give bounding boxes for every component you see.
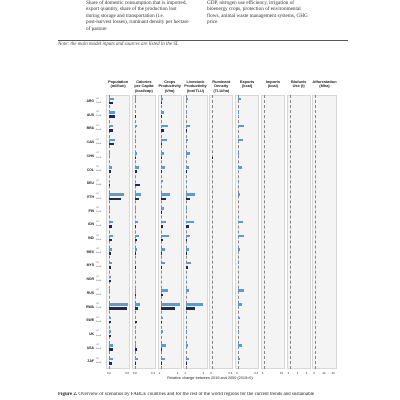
bar-current-trends: [161, 180, 163, 183]
bar-sustainable: [161, 211, 162, 214]
bar-sustainable: [135, 184, 140, 187]
column-header-line: Productivity: [184, 83, 207, 89]
bar-current-trends: [135, 221, 138, 224]
table-cell-right: [207, 0, 317, 26]
bar-current-trends: [238, 330, 239, 333]
column-header: [235, 80, 259, 89]
bar-current-trends: [238, 248, 240, 251]
bar-current-trends: [238, 358, 240, 361]
bar-current-trends: [238, 193, 240, 196]
scenario-sublabel: GT: [96, 344, 100, 347]
bar-current-trends: [161, 235, 169, 238]
country-label: IDN: [88, 222, 94, 227]
zero-line: [315, 95, 316, 369]
column-header-line: Ruminant: [212, 79, 231, 84]
bar-sustainable: [109, 348, 113, 351]
scenario-sublabel: GT: [96, 275, 100, 278]
bar-current-trends: [186, 207, 187, 210]
bar-current-trends: [238, 221, 243, 224]
scenario-sublabel: SusE: [96, 293, 102, 296]
column-header: [106, 80, 130, 89]
country-label: ZAF: [87, 359, 94, 364]
tick-label: 2: [202, 370, 205, 375]
bar-current-trends: [161, 317, 163, 320]
tick-label: 0: [236, 370, 238, 375]
bar-sustainable: [161, 321, 162, 324]
caption-text: Overview of scenarios by FABLE countries and for the rest of the world regions for the current trends and sustainable: [78, 392, 315, 397]
bar-sustainable: [135, 266, 136, 269]
zero-line: [238, 95, 239, 369]
table-line: flows, animal waste management systems, GHG: [207, 12, 308, 19]
country-label: DEU: [86, 181, 94, 186]
scenario-sublabel: GT: [96, 330, 100, 333]
table-bottom-rule: [58, 40, 348, 41]
bar-sustainable: [109, 335, 111, 338]
bar-current-trends: [161, 221, 166, 224]
scenario-sublabel: SusE: [96, 170, 102, 173]
country-label: CAN: [86, 140, 94, 145]
column-header-line: Productivity: [158, 83, 181, 89]
bar-current-trends: [161, 207, 164, 210]
bar-sustainable: [109, 184, 110, 187]
column-header-line: Biofuels: [291, 79, 307, 84]
bar-sustainable: [161, 115, 162, 118]
column-header-line: (kcal): [242, 83, 253, 89]
column-header-line: (million): [110, 83, 126, 89]
bar-current-trends: [161, 262, 165, 265]
bar-current-trends: [186, 221, 193, 224]
tick-label: 0: [210, 370, 212, 375]
bar-current-trends: [135, 98, 136, 101]
column-header-line: (t/ha): [164, 87, 175, 93]
bar-sustainable: [135, 239, 137, 242]
bar-current-trends: [161, 344, 166, 347]
column-header: [158, 80, 182, 93]
bar-sustainable: [135, 252, 136, 255]
bar-sustainable: [109, 115, 115, 118]
bar-sustainable: [161, 307, 176, 310]
bar-current-trends: [109, 235, 113, 238]
bar-current-trends: [135, 193, 141, 196]
bar-sustainable: [161, 157, 162, 160]
tick-label: 1: [184, 370, 186, 375]
bar-current-trends: [238, 152, 239, 155]
bar-sustainable: [161, 294, 163, 297]
bar-current-trends: [135, 317, 136, 320]
tick-label: 0: [313, 370, 315, 375]
caption-label: Figure 2.: [58, 392, 78, 397]
tick-label: 10: [280, 370, 284, 375]
bar-current-trends: [186, 111, 187, 114]
bar-sustainable: [135, 115, 137, 118]
scenario-sublabel: SusE: [96, 238, 102, 241]
bar-current-trends: [238, 262, 239, 265]
scenario-sublabel: SusE: [96, 156, 102, 159]
column-header-line: Density: [214, 83, 229, 89]
bar-sustainable: [135, 157, 136, 160]
column-header: [209, 80, 233, 93]
scenario-sublabel: GT: [96, 97, 100, 100]
bar-sustainable: [161, 348, 162, 351]
country-label: RWA: [86, 304, 94, 309]
column-header-line: Crops: [164, 79, 176, 84]
scenario-sublabel: GT: [96, 138, 100, 141]
scenario-sublabel: GT: [96, 357, 100, 360]
table-line: bioenergy crops, protection of environmental: [207, 6, 301, 13]
bar-current-trends: [161, 111, 164, 114]
bar-current-trends: [109, 221, 113, 224]
column-header-line: Use (t): [292, 83, 305, 89]
bar-current-trends: [161, 303, 181, 306]
bar-current-trends: [186, 262, 191, 265]
bar-sustainable: [186, 170, 187, 173]
bar-sustainable: [135, 362, 136, 365]
bar-sustainable: [109, 266, 111, 269]
tick-label: 0.0: [107, 370, 111, 375]
bar-current-trends: [109, 125, 113, 128]
scenario-sublabel: SusE: [96, 129, 102, 132]
bar-sustainable: [186, 129, 187, 132]
bar-sustainable: [109, 225, 112, 228]
bar-current-trends: [186, 358, 189, 361]
bar-current-trends: [109, 180, 110, 183]
bar-sustainable: [109, 143, 114, 146]
bar-current-trends: [161, 98, 163, 101]
tick-label: 4: [296, 370, 299, 375]
zero-line: [290, 95, 291, 369]
bar-current-trends: [135, 207, 136, 210]
bar-current-trends: [161, 139, 167, 142]
figure-caption: [58, 392, 348, 397]
bar-current-trends: [186, 289, 189, 292]
column-header-line: Afforestation: [312, 79, 337, 84]
bar-current-trends: [109, 207, 110, 210]
bar-current-trends: [238, 303, 242, 306]
scenario-sublabel: SusE: [96, 101, 102, 104]
zero-line: [135, 95, 136, 369]
bar-sustainable: [161, 239, 163, 242]
country-label: NOR: [86, 277, 94, 282]
bar-current-trends: [238, 111, 239, 114]
bar-current-trends: [109, 358, 113, 361]
bar-current-trends: [109, 262, 112, 265]
scenario-sublabel: GT: [96, 111, 100, 114]
bar-sustainable: [161, 266, 162, 269]
bar-sustainable: [161, 225, 163, 228]
bar-current-trends: [135, 289, 136, 292]
bar-current-trends: [186, 317, 187, 320]
bar-current-trends: [135, 139, 136, 142]
bar-current-trends: [135, 248, 137, 251]
scenario-sublabel: GT: [96, 193, 100, 196]
bar-current-trends: [238, 235, 244, 238]
zero-line: [109, 95, 110, 369]
bar-current-trends: [161, 248, 165, 251]
column-header-line: Imports: [265, 79, 281, 84]
table-cell-left: [86, 0, 192, 32]
country-label: ETH: [87, 194, 94, 199]
bar-current-trends: [161, 330, 163, 333]
bar-sustainable: [135, 321, 137, 324]
scenario-sublabel: SusE: [96, 197, 102, 200]
country-label: COL: [86, 167, 94, 172]
country-label: MEX: [86, 249, 94, 254]
scenario-sublabel: GT: [96, 261, 100, 264]
bar-sustainable: [161, 252, 162, 255]
bar-sustainable: [135, 307, 138, 310]
bar-current-trends: [135, 276, 136, 279]
column-header-line: Exports: [239, 79, 255, 84]
bar-sustainable: [161, 198, 166, 201]
bar-current-trends: [186, 125, 190, 128]
bar-current-trends: [161, 125, 168, 128]
bar-current-trends: [135, 125, 137, 128]
country-label: ARG: [86, 99, 94, 103]
bar-current-trends: [109, 152, 110, 155]
bar-sustainable: [186, 266, 188, 269]
bar-current-trends: [186, 139, 188, 142]
tick-label: 0.6: [228, 370, 233, 375]
tick-label: 5: [261, 370, 264, 375]
zero-line: [161, 95, 162, 369]
scenario-sublabel: GT: [96, 248, 100, 251]
scenario-sublabel: GT: [96, 166, 100, 168]
bar-current-trends: [238, 180, 239, 183]
bar-current-trends: [186, 152, 190, 155]
table-fragment: [86, 0, 316, 39]
bar-current-trends: [109, 193, 125, 196]
table-line: during storage and transportation (i.e.: [86, 12, 165, 19]
country-label: CHN: [86, 153, 94, 158]
scenario-sublabel: SusE: [96, 225, 102, 227]
bar-current-trends: [161, 193, 170, 196]
tick-label: 40: [331, 370, 335, 375]
bar-sustainable: [109, 252, 111, 255]
bar-sustainable: [135, 170, 137, 173]
column-header-line: Population: [108, 79, 129, 84]
bar-sustainable: [135, 294, 137, 297]
scenario-sublabel: GT: [96, 289, 100, 292]
column-header-line: (kcal/cap): [134, 87, 153, 93]
column-header: [312, 80, 336, 89]
country-label: MYS: [86, 263, 94, 268]
bar-current-trends: [186, 303, 203, 306]
table-line: export quantity, share of the production lost: [86, 6, 177, 13]
scenario-sublabel: SusE: [96, 362, 102, 364]
country-label: IND: [88, 236, 94, 240]
bar-current-trends: [135, 166, 139, 169]
table-line: Share of domestic consumption that is imported,: [86, 0, 187, 6]
country-label: RUS: [86, 290, 94, 295]
scenario-sublabel: GT: [96, 152, 100, 155]
zero-line: [212, 95, 213, 369]
bar-sustainable: [109, 102, 114, 105]
tick-label: 2: [176, 370, 179, 375]
bar-current-trends: [109, 330, 111, 333]
bar-sustainable: [186, 362, 187, 365]
bar-current-trends: [161, 152, 164, 155]
bar-current-trends: [238, 166, 242, 169]
bar-current-trends: [161, 358, 165, 361]
bar-current-trends: [135, 344, 136, 347]
bar-current-trends: [186, 330, 187, 333]
bar-sustainable: [109, 321, 111, 324]
column-header: [261, 80, 285, 89]
zero-line: [264, 95, 265, 369]
bar-sustainable: [161, 143, 162, 146]
bar-current-trends: [238, 139, 243, 142]
bar-current-trends: [109, 289, 110, 292]
table-line: of pasture: [86, 25, 107, 32]
bar-current-trends: [238, 98, 241, 101]
bar-sustainable: [109, 307, 127, 310]
bar-current-trends: [109, 276, 111, 279]
tick-label: 0.4: [151, 370, 155, 375]
column-header: [183, 80, 207, 93]
scenario-sublabel: SusE: [96, 183, 102, 186]
scenario-sublabel: GT: [96, 179, 100, 182]
table-line: GDP, nitrogen use efficiency, irrigation of: [207, 0, 295, 6]
bar-current-trends: [238, 317, 240, 320]
bar-current-trends: [135, 152, 137, 155]
bar-sustainable: [186, 225, 189, 228]
bar-current-trends: [186, 180, 187, 183]
table-note: Note: the main model inputs and sources are listed in the SI.: [58, 42, 179, 47]
bar-sustainable: [186, 252, 187, 255]
bar-current-trends: [135, 330, 136, 333]
column-header-line: Calories: [136, 79, 152, 84]
scenario-figure: [84, 78, 336, 390]
scenario-sublabel: SusE: [96, 115, 102, 118]
bar-sustainable: [109, 239, 112, 242]
scenario-sublabel: SusE: [96, 348, 102, 351]
bar-sustainable: [161, 129, 164, 132]
column-header: [287, 80, 311, 89]
bar-current-trends: [161, 166, 165, 169]
table-line: post-harvest losses), ruminant density per hectare: [86, 19, 189, 26]
scenario-sublabel: GT: [96, 220, 100, 223]
country-label: USA: [86, 345, 94, 350]
country-label: BRA: [86, 126, 94, 131]
scenario-sublabel: SusE: [96, 142, 102, 145]
bar-current-trends: [161, 289, 168, 292]
column-header-line: (kcal): [267, 83, 278, 89]
bar-sustainable: [109, 280, 111, 283]
bar-current-trends: [238, 344, 242, 347]
bar-current-trends: [109, 166, 112, 169]
country-label: UK: [89, 331, 94, 336]
x-axis-title: Relative change between 2015 and 2050 (2015=0): [167, 376, 253, 380]
bar-current-trends: [186, 193, 194, 196]
bar-sustainable: [135, 225, 137, 228]
bar-current-trends: [109, 317, 111, 320]
bar-sustainable: [135, 198, 139, 201]
country-label: FIN: [88, 208, 94, 213]
bar-sustainable: [135, 348, 137, 351]
tick-label: 1: [158, 370, 161, 375]
tick-label: 20: [322, 370, 326, 375]
bar-current-trends: [186, 344, 188, 347]
scenario-sublabel: GT: [96, 234, 100, 237]
tick-label: 0.4: [254, 370, 259, 375]
bar-current-trends: [186, 276, 187, 279]
scenario-sublabel: SusE: [96, 320, 102, 323]
bar-sustainable: [109, 129, 113, 132]
bar-sustainable: [109, 362, 112, 365]
bar-current-trends: [109, 139, 115, 142]
scenario-sublabel: GT: [96, 303, 100, 305]
bar-current-trends: [135, 303, 140, 306]
scenario-sublabel: SusE: [96, 252, 102, 255]
tick-label: 6: [305, 370, 308, 375]
bar-current-trends: [109, 111, 115, 114]
bar-current-trends: [238, 125, 244, 128]
tick-label: 2: [287, 370, 290, 375]
scenario-sublabel: GT: [96, 316, 100, 319]
bar-current-trends: [238, 289, 244, 292]
tick-label: 0.6: [125, 370, 130, 375]
tick-label: 0.8: [132, 370, 137, 375]
country-label: AUS: [86, 112, 94, 117]
bar-current-trends: [186, 248, 189, 251]
scenario-sublabel: SusE: [96, 279, 102, 282]
scenario-sublabel: GT: [96, 124, 100, 127]
scenario-sublabel: GT: [96, 207, 100, 210]
bar-sustainable: [109, 198, 121, 201]
bar-sustainable: [161, 362, 162, 365]
bar-current-trends: [109, 303, 128, 306]
column-header-line: Livestock: [186, 79, 205, 84]
bar-current-trends: [135, 235, 139, 238]
column-header: [132, 80, 156, 93]
column-header-line: per Capita: [134, 83, 154, 89]
country-label: SWE: [86, 318, 94, 323]
bar-current-trends: [186, 166, 189, 169]
scenario-sublabel: SusE: [96, 334, 102, 337]
table-line: price: [207, 19, 218, 26]
bar-current-trends: [109, 344, 113, 347]
bar-current-trends: [161, 276, 162, 279]
column-header-line: (tonlTLU): [186, 87, 205, 93]
column-header-line: (Mha): [319, 83, 330, 89]
bar-current-trends: [186, 98, 188, 101]
scenario-sublabel: SusE: [96, 266, 102, 269]
bar-current-trends: [186, 235, 190, 238]
bar-current-trends: [109, 98, 114, 101]
bar-current-trends: [135, 262, 137, 265]
bar-sustainable: [161, 102, 162, 105]
scenario-sublabel: SusE: [96, 211, 102, 214]
zero-line: [186, 95, 187, 369]
bar-sustainable: [186, 307, 194, 310]
bar-current-trends: [135, 358, 138, 361]
scenario-sublabel: SusE: [96, 307, 102, 310]
bar-sustainable: [212, 157, 213, 160]
bar-sustainable: [109, 170, 111, 173]
bar-sustainable: [161, 170, 162, 173]
bar-sustainable: [186, 239, 187, 242]
bar-current-trends: [109, 248, 112, 251]
column-header-line: (TLU/ha): [213, 87, 230, 93]
bar-sustainable: [186, 198, 190, 201]
